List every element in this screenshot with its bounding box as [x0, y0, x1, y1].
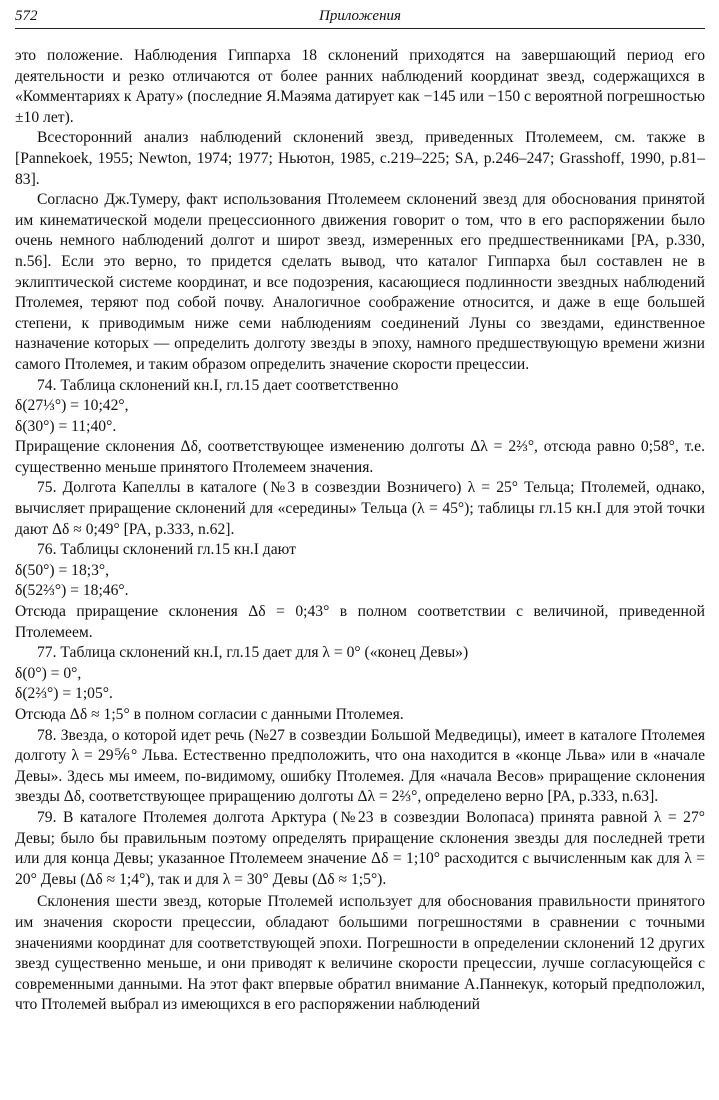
- formula-77b: δ(2⅔°) = 1;05°.: [15, 685, 113, 703]
- note-74-continued: Приращение склонения Δδ, соответствующее изменению долготы Δλ = 2⅔°, отсюда равно 0;58°, т.е. существенно меньше принятого Птолемеем значения.: [15, 438, 705, 476]
- note-76-continued: Отсюда приращение склонения Δδ = 0;43° в полном соответствии с величиной, приведенной Птолемеем.: [15, 603, 705, 641]
- formula-77a: δ(0°) = 0°,: [15, 664, 82, 682]
- note-78: 78. Звезда, о которой идет речь (№27 в созвездии Большой Медведицы), имеет в каталоге Птолемея долготу λ = 29⅚° Льва. Естественно предположить, что она находится в «конце Льва» или в «начале Девы». Здесь мы имеем, по-видимому, ошибку Птолемея. Для «начала Весов» приращение склонения звезды Δδ, соответствующее приращению долготы Δλ = 2⅔°, определено верно [PA, p.333, n.63].: [15, 726, 705, 806]
- page-header: [15, 6, 705, 29]
- note-75: 75. Долгота Капеллы в каталоге (№3 в созвездии Возничего) λ = 25° Тельца; Птолемей, однако, вычисляет приращение склонений для «середины» Тельца (λ = 45°); таблицы гл.15 кн.I для этой точки дают Δδ ≈ 0;49° [PA, p.333, n.62].: [15, 479, 705, 538]
- note-74: 74. Таблица склонений кн.I, гл.15 дает соответственно: [37, 376, 399, 394]
- note-77-continued: Отсюда Δδ ≈ 1;5° в полном согласии с данными Птолемея.: [15, 706, 404, 723]
- formula-74a: δ(27⅓°) = 10;42°,: [15, 397, 129, 415]
- formula-76a: δ(50°) = 18;3°,: [15, 561, 110, 579]
- formula-74b: δ(30°) = 11;40°.: [15, 417, 117, 435]
- note-77: 77. Таблица склонений кн.I, гл.15 дает для λ = 0° («конец Девы»): [37, 644, 469, 662]
- paragraph-toomer: Согласно Дж.Тумеру, факт использования Птолемеем склонений звезд для обоснования принятой им кинематической модели прецессионного движения говорит о том, что в его распоряжении было очень немного наблюдений долгот и широт звезд, измеренных его предшественниками [PA, p.330, n.56]. Если это верно, то придется сделать вывод, что каталог Гиппарха был составлен не в эклиптической системе координат, и все подозрения, касающиеся подлинности звездных наблюдений Птолемея, теряют под собой почву. Аналогичное соображение относится, и даже в еще большей степени, к приводимым ниже семи наблюдениям соединений Луны со звездами, единственное назначение которых — определить долготу звезды в эпоху, намного предшествующую времени жизни самого Птолемея, и таким образом определить значение скорости прецессии.: [15, 191, 705, 373]
- page-number: 572: [15, 8, 38, 24]
- formula-76b: δ(52⅔°) = 18;46°.: [15, 582, 129, 600]
- paragraph-analysis: Всесторонний анализ наблюдений склонений звезд, приведенных Птолемеем, см. также в [Pannekoek, 1955; Newton, 1974; 1977; Ньютон, 1985, с.219–225; SA, р.246–247; Grasshoff, 1990, р.81–83].: [15, 129, 705, 188]
- paragraph-intro: это положение. Наблюдения Гиппарха 18 склонений приходятся на завершающий период его деятельности и резко отличаются от более ранних наблюдений координат звезд, содержащихся в «Комментариях к Арату» (последние Я.Маэяма датирует как −145 или −150 с вероятной погрешностью ±10 лет).: [15, 47, 705, 126]
- note-79: 79. В каталоге Птолемея долгота Арктура (№23 в созвездии Волопаса) принята равной λ = 27° Девы; было бы правильным поэтому определять приращение склонения звезды для последней трети или для конца Девы; указанное Птолемеем значение Δδ = 1;10° расходится с вычисленным как для λ = 20° Девы (Δδ ≈ 1;4°), так и для λ = 30° Девы (Δδ ≈ 1;5°).: [15, 808, 705, 888]
- page-body: [15, 46, 705, 1016]
- running-title: Приложения: [318, 8, 401, 24]
- note-76: 76. Таблицы склонений гл.15 кн.I дают: [37, 541, 296, 559]
- paragraph-precession: Склонения шести звезд, которые Птолемей использует для обоснования правильности принятого им значения скорости прецессии, обладают большими погрешностями в сравнении с точными значениями координат для соответствующей эпохи. Погрешности в определении склонений 12 других звезд существенно меньше, и они приводят к величине скорости прецессии, лучше согласующейся с современными данными. На этот факт впервые обратил внимание А.Паннекук, который предположил, что Птолемей выбрал из имеющихся в его распоряжении наблюдений: [15, 893, 705, 1014]
